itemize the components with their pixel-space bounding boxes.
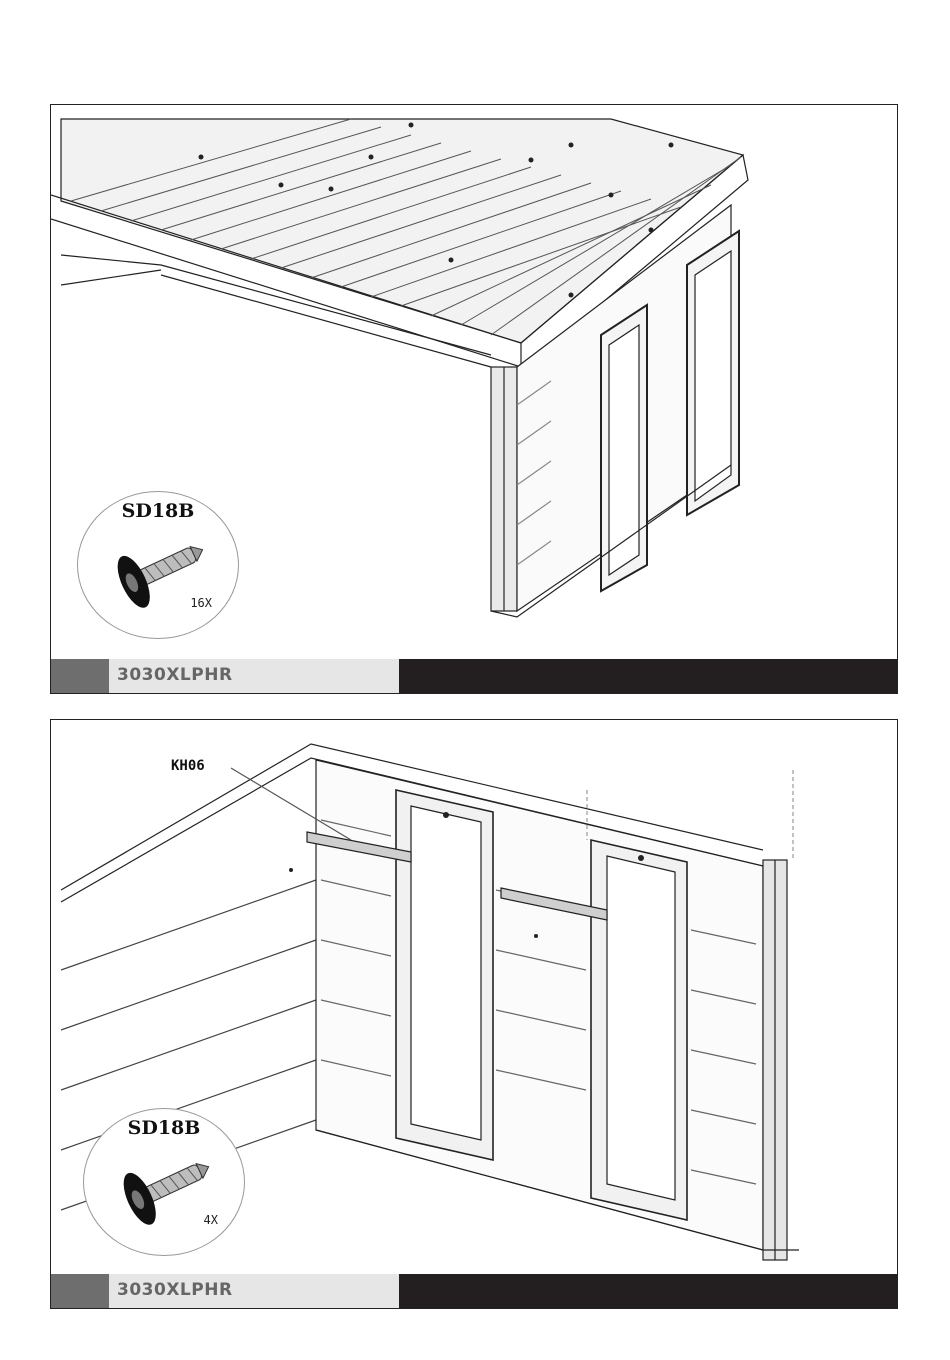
step-footer xyxy=(51,659,897,693)
model-code: 3030XLPHR xyxy=(117,665,233,685)
step-panel-roof xyxy=(50,104,898,694)
screw-badge xyxy=(77,491,239,639)
footer-black-bar xyxy=(399,659,897,693)
screw-name: SD18B xyxy=(127,1117,201,1139)
self-drilling-screw-icon xyxy=(106,1145,216,1235)
screw-quantity: 16X xyxy=(190,596,212,610)
step-panel-wall xyxy=(50,719,898,1309)
footer-gray-block xyxy=(51,659,109,693)
footer-gray-block xyxy=(51,1274,109,1308)
step-footer xyxy=(51,1274,897,1308)
screw-quantity: 4X xyxy=(203,1213,218,1227)
model-code: 3030XLPHR xyxy=(117,1280,233,1300)
screw-name: SD18B xyxy=(121,500,195,522)
part-label-kh06: KH06 xyxy=(171,758,205,774)
screw-badge xyxy=(83,1108,245,1256)
footer-black-bar xyxy=(399,1274,897,1308)
